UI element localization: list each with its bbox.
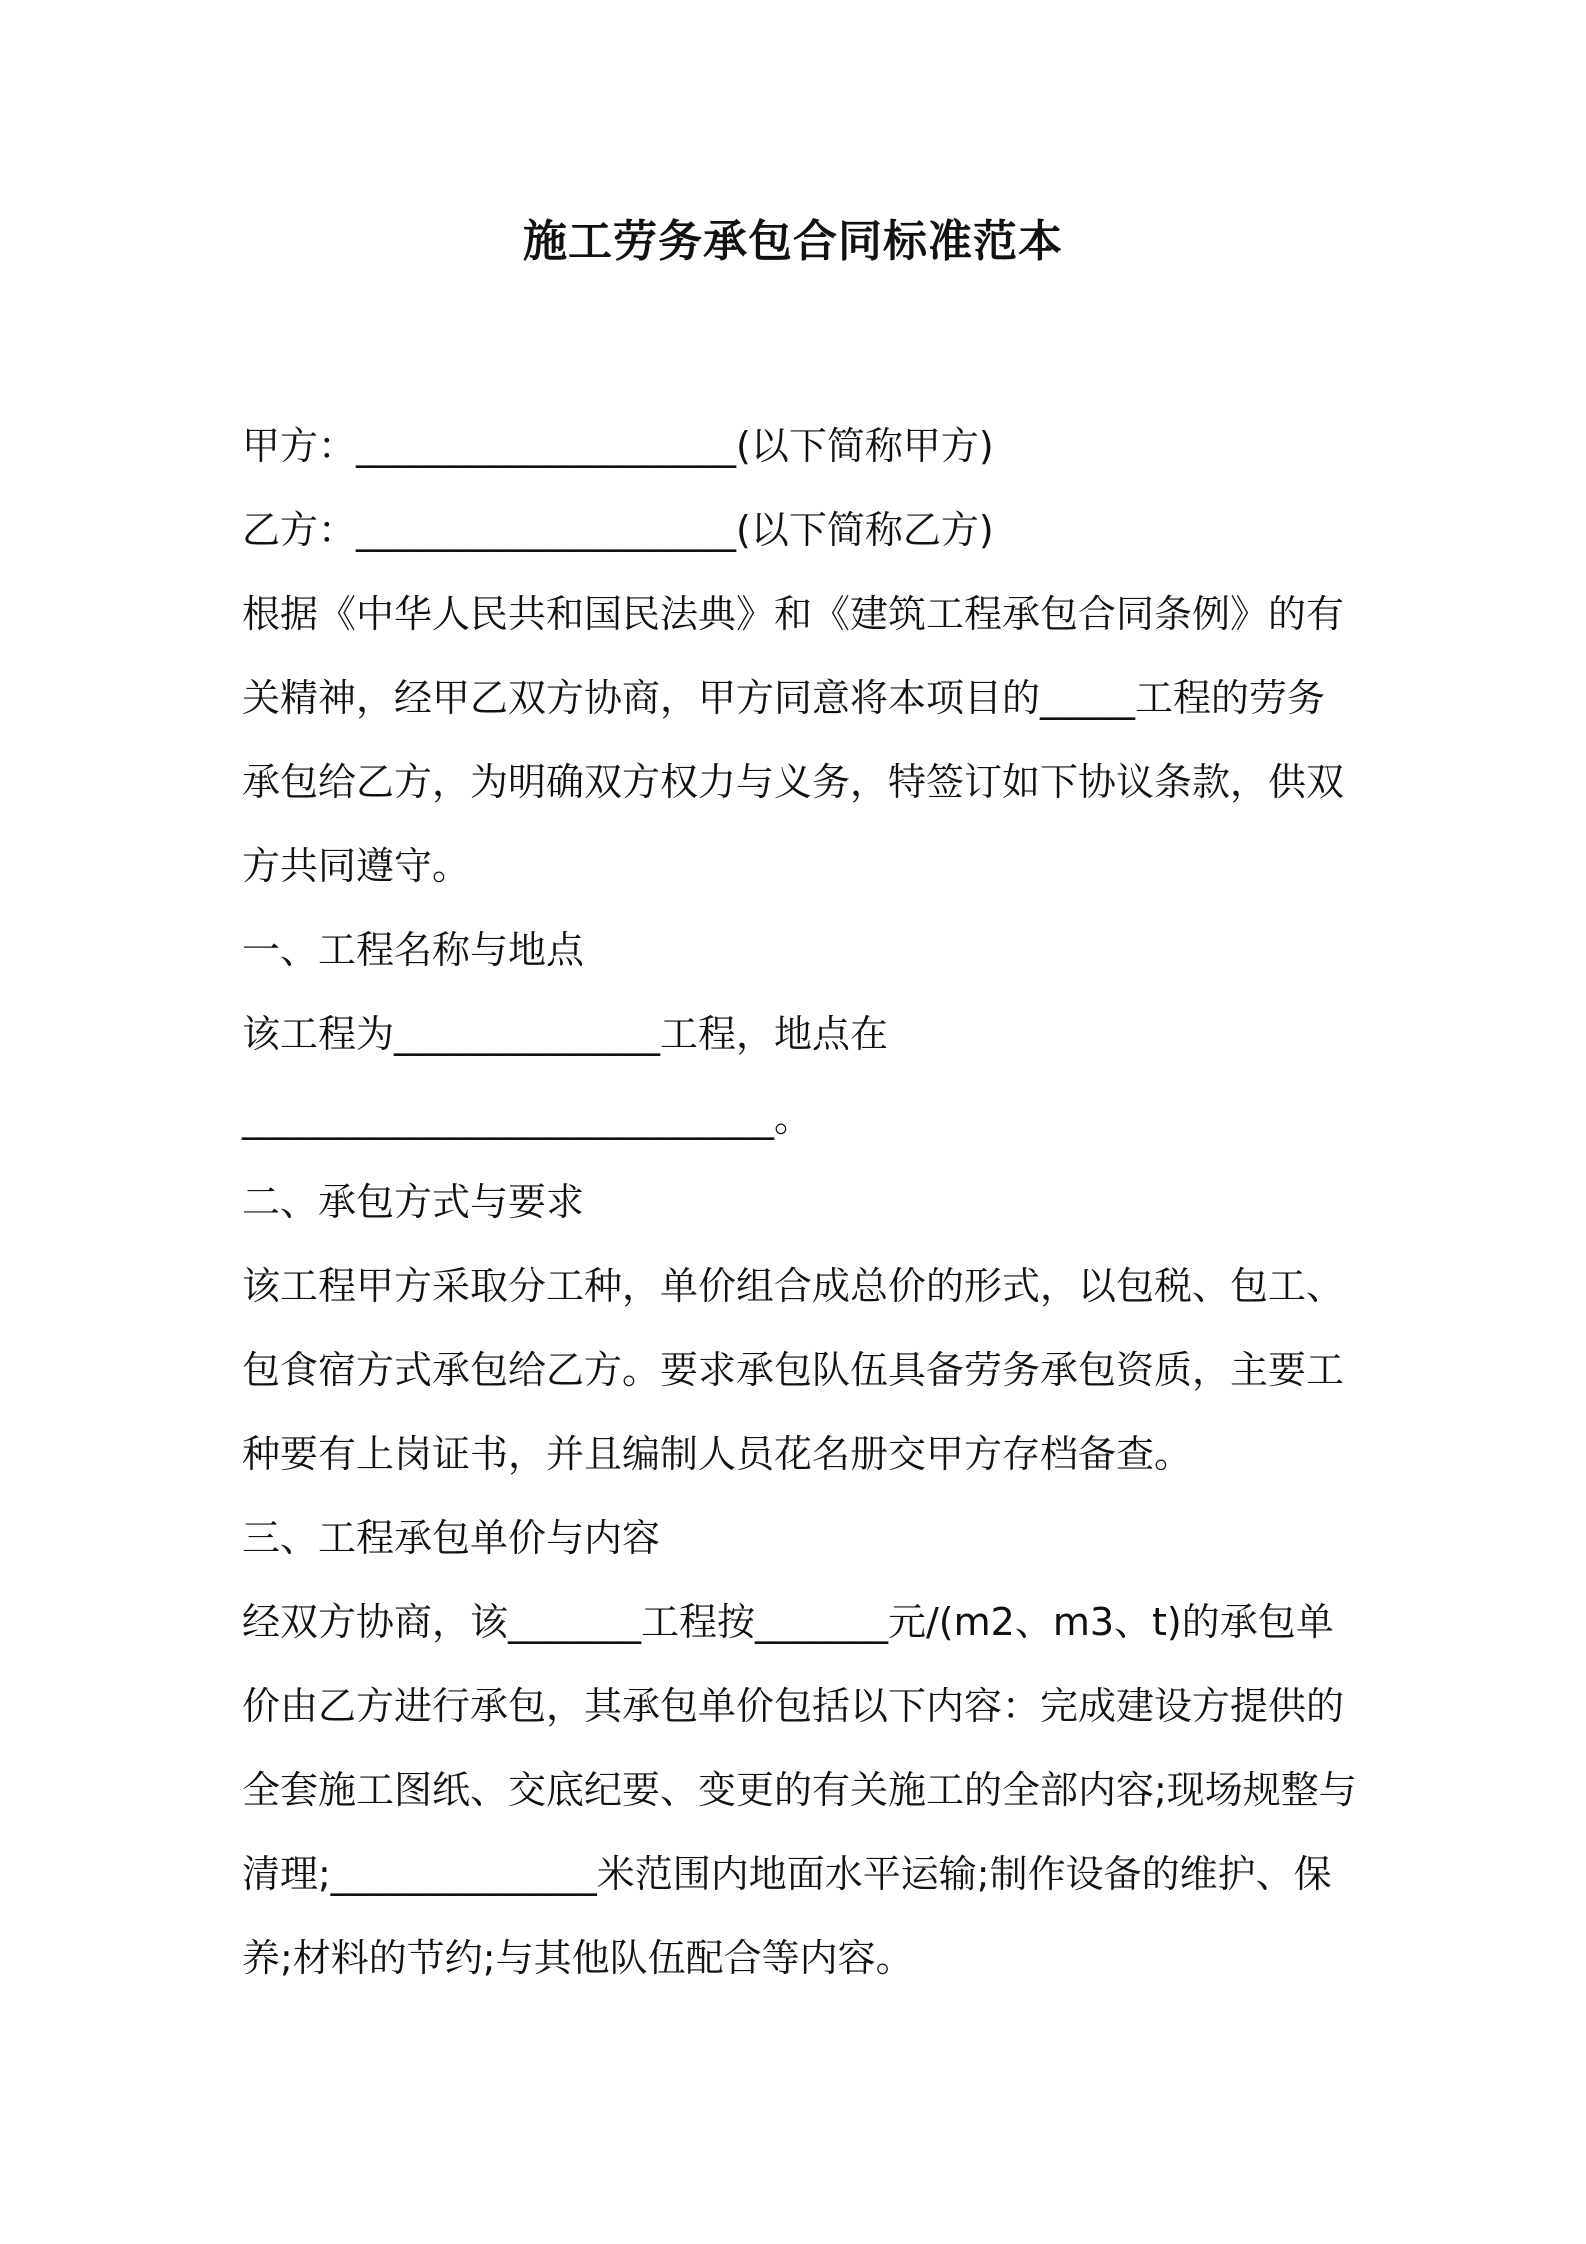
party-b-line: 乙方：____________________(以下简称乙方)	[242, 508, 994, 552]
document-title: 施工劳务承包合同标准范本	[523, 216, 1063, 267]
section2-paragraph: 该工程甲方采取分工种，单价组合成总价的形式，以包税、包工、包食宿方式承包给乙方。要求承包队伍具备劳务承包资质，主要工种要有上岗证书，并且编制人员花名册交甲方存档备查。	[242, 1264, 1345, 1476]
party-a-line: 甲方：____________________(以下简称甲方)	[242, 424, 994, 468]
section3-heading: 三、工程承包单价与内容	[242, 1516, 661, 1560]
section1-line1: 该工程为______________工程，地点在	[242, 1012, 889, 1056]
section3-paragraph: 经双方协商，该_______工程按_______元/(m2、m3、t)的承包单价由乙方进行承包，其承包单价包括以下内容：完成建设方提供的全套施工图纸、交底纪要、变更的有关施工的全部内容;现场规整与清理;______________米范围内地面水平运输;制作设备的维护、保养;材料的节约;与其他队伍配合等内容。	[242, 1600, 1357, 1980]
section1-line2: ____________________________。	[242, 1096, 813, 1140]
section1-heading: 一、工程名称与地点	[242, 928, 585, 972]
section2-heading: 二、承包方式与要求	[242, 1180, 585, 1224]
document-body	[242, 404, 1362, 2000]
intro-paragraph: 根据《中华人民共和国民法典》和《建筑工程承包合同条例》的有关精神，经甲乙双方协商，甲方同意将本项目的_____工程的劳务承包给乙方，为明确双方权力与义务，特签订如下协议条款，供双方共同遵守。	[242, 592, 1345, 888]
